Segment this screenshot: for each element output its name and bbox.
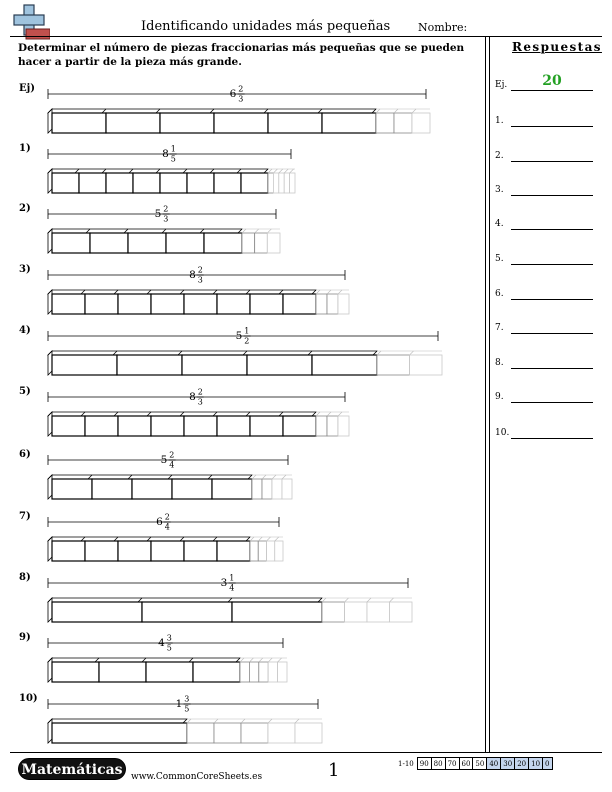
question-label: 6) bbox=[19, 449, 31, 460]
fraction-piece-edge bbox=[295, 719, 299, 723]
whole-unit-block bbox=[312, 355, 377, 375]
score-range-label: 1-10 bbox=[398, 759, 414, 768]
fraction-piece-edge bbox=[316, 290, 320, 294]
whole-unit-block bbox=[85, 294, 118, 314]
fraction-piece-edge bbox=[316, 412, 320, 416]
fraction-piece-ghost bbox=[268, 662, 277, 682]
fraction-piece-ghost bbox=[275, 541, 283, 561]
denominator: 3 bbox=[163, 214, 169, 224]
fraction-piece-edge bbox=[410, 351, 414, 355]
question-label: 1) bbox=[19, 143, 31, 154]
answer-label: 1. bbox=[495, 116, 504, 126]
fraction-piece-edge bbox=[412, 109, 416, 113]
whole-unit-block bbox=[151, 416, 184, 436]
fraction-piece-edge bbox=[268, 169, 272, 173]
whole-unit-block bbox=[142, 602, 232, 622]
whole-unit-block bbox=[52, 602, 142, 622]
numerator: 2 bbox=[197, 387, 203, 397]
fraction-piece-edge bbox=[377, 351, 381, 355]
fraction-piece-edge bbox=[267, 229, 271, 233]
answer-label: 9. bbox=[495, 392, 504, 402]
whole-part: 8 bbox=[162, 148, 169, 160]
fraction-piece-ghost bbox=[272, 479, 282, 499]
fraction-piece-edge bbox=[252, 475, 256, 479]
fraction-piece bbox=[377, 355, 410, 375]
numerator: 3 bbox=[166, 633, 172, 643]
whole-unit-block bbox=[85, 541, 118, 561]
whole-unit-block bbox=[52, 113, 106, 133]
fraction-piece-ghost bbox=[367, 602, 390, 622]
score-cell: 80 bbox=[431, 758, 445, 770]
fraction-piece-ghost bbox=[338, 416, 349, 436]
fraction-piece bbox=[322, 602, 345, 622]
fraction-piece-edge bbox=[327, 290, 331, 294]
denominator: 3 bbox=[197, 397, 203, 407]
fraction-piece-edge bbox=[338, 290, 342, 294]
fraction-piece-ghost bbox=[268, 723, 295, 743]
score-cell: 40 bbox=[487, 758, 501, 770]
fraction-piece-ghost bbox=[278, 662, 287, 682]
question-label: 9) bbox=[19, 632, 31, 643]
whole-unit-block bbox=[118, 541, 151, 561]
fraction-piece bbox=[316, 294, 327, 314]
question-label: 2) bbox=[19, 203, 31, 214]
fraction-piece-edge bbox=[272, 475, 276, 479]
fraction-piece-edge bbox=[327, 412, 331, 416]
question-label: 10) bbox=[19, 693, 38, 704]
fraction-piece-ghost bbox=[295, 723, 322, 743]
bar-top-face bbox=[48, 351, 377, 355]
fraction-piece bbox=[258, 541, 266, 561]
whole-unit-block bbox=[85, 416, 118, 436]
fraction-piece-edge bbox=[258, 537, 262, 541]
question-label: 7) bbox=[19, 511, 31, 522]
whole-unit-block bbox=[106, 113, 160, 133]
score-cell: 0 bbox=[543, 758, 552, 770]
brand-logo: Matemáticas bbox=[18, 758, 126, 780]
whole-unit-block bbox=[184, 294, 217, 314]
fraction-piece-edge bbox=[262, 475, 266, 479]
denominator: 5 bbox=[170, 154, 176, 164]
whole-unit-block bbox=[187, 173, 214, 193]
example-answer-value: 20 bbox=[542, 73, 562, 89]
numerator: 2 bbox=[238, 84, 244, 94]
fraction-piece-ghost bbox=[345, 602, 368, 622]
name-label: Nombre: bbox=[418, 21, 468, 34]
fraction-piece bbox=[327, 416, 338, 436]
fraction-piece-ghost bbox=[412, 113, 430, 133]
whole-unit-block bbox=[52, 294, 85, 314]
footer-divider bbox=[10, 752, 602, 753]
fraction-piece-edge bbox=[273, 169, 277, 173]
score-cell: 60 bbox=[459, 758, 473, 770]
fraction-piece bbox=[376, 113, 394, 133]
fraction-piece-edge bbox=[240, 658, 244, 662]
whole-unit-block bbox=[52, 233, 90, 253]
denominator: 4 bbox=[169, 460, 175, 470]
fraction-piece-edge bbox=[338, 412, 342, 416]
fraction-piece-edge bbox=[259, 658, 263, 662]
fraction-piece bbox=[394, 113, 412, 133]
whole-unit-block bbox=[250, 416, 283, 436]
fraction-piece-ghost bbox=[282, 479, 292, 499]
whole-unit-block bbox=[322, 113, 376, 133]
whole-unit-block bbox=[212, 479, 252, 499]
fraction-piece bbox=[241, 723, 268, 743]
whole-unit-block bbox=[52, 355, 117, 375]
fraction-piece-ghost bbox=[284, 173, 289, 193]
score-cell: 10 bbox=[529, 758, 543, 770]
fraction-piece-edge bbox=[214, 719, 218, 723]
fraction-piece bbox=[240, 662, 249, 682]
answers-title: Respuestas bbox=[512, 40, 602, 54]
whole-unit-block bbox=[160, 173, 187, 193]
whole-unit-block bbox=[133, 173, 160, 193]
score-cell: 70 bbox=[445, 758, 459, 770]
fraction-piece bbox=[214, 723, 241, 743]
denominator: 4 bbox=[229, 583, 235, 593]
whole-unit-block bbox=[118, 294, 151, 314]
fraction-piece-ghost bbox=[279, 173, 284, 193]
bar-top-face bbox=[48, 475, 252, 479]
answer-label: 4. bbox=[495, 219, 504, 229]
fraction-piece bbox=[268, 173, 273, 193]
whole-unit-block bbox=[204, 233, 242, 253]
question-label: 5) bbox=[19, 386, 31, 397]
whole-unit-block bbox=[92, 479, 132, 499]
fraction-piece-edge bbox=[275, 537, 279, 541]
fraction-piece-edge bbox=[255, 229, 259, 233]
whole-unit-block bbox=[117, 355, 182, 375]
score-cell: 50 bbox=[473, 758, 487, 770]
numerator: 3 bbox=[184, 694, 190, 704]
fraction-piece-edge bbox=[367, 598, 371, 602]
denominator: 3 bbox=[238, 94, 244, 104]
score-table bbox=[396, 757, 553, 770]
fraction-piece-edge bbox=[278, 658, 282, 662]
whole-unit-block bbox=[217, 416, 250, 436]
whole-unit-block bbox=[151, 541, 184, 561]
whole-part: 6 bbox=[156, 516, 163, 528]
whole-unit-block bbox=[52, 541, 85, 561]
whole-unit-block bbox=[146, 662, 193, 682]
numerator: 2 bbox=[163, 204, 169, 214]
whole-unit-block bbox=[79, 173, 106, 193]
worksheet-title: Identificando unidades más pequeñas bbox=[141, 19, 391, 34]
fraction-piece-edge bbox=[345, 598, 349, 602]
fraction-piece-edge bbox=[267, 537, 271, 541]
whole-unit-block bbox=[232, 602, 322, 622]
whole-unit-block bbox=[283, 294, 316, 314]
fraction-piece bbox=[259, 662, 268, 682]
score-cell: 90 bbox=[417, 758, 431, 770]
fraction-piece-ghost bbox=[273, 173, 278, 193]
fraction-piece-ghost bbox=[410, 355, 443, 375]
fraction-piece bbox=[250, 541, 258, 561]
fraction-piece bbox=[252, 479, 262, 499]
site-url: www.CommonCoreSheets.es bbox=[131, 772, 263, 782]
fraction-piece-edge bbox=[250, 537, 254, 541]
whole-part: 1 bbox=[175, 698, 183, 710]
whole-unit-block bbox=[214, 173, 241, 193]
whole-part: 3 bbox=[220, 577, 228, 589]
fraction-piece bbox=[316, 416, 327, 436]
whole-unit-block bbox=[52, 173, 79, 193]
answer-label: 2. bbox=[495, 151, 504, 161]
whole-part: 5 bbox=[154, 208, 162, 220]
numerator: 2 bbox=[169, 450, 175, 460]
fraction-piece-ghost bbox=[390, 602, 413, 622]
fraction-piece-edge bbox=[394, 109, 398, 113]
denominator: 4 bbox=[164, 522, 170, 532]
fraction-piece-edge bbox=[187, 719, 191, 723]
whole-unit-block bbox=[132, 479, 172, 499]
fraction-piece-edge bbox=[241, 719, 245, 723]
whole-unit-block bbox=[128, 233, 166, 253]
whole-unit-block bbox=[182, 355, 247, 375]
fraction-piece bbox=[249, 662, 258, 682]
whole-unit-block bbox=[184, 541, 217, 561]
whole-unit-block bbox=[106, 173, 133, 193]
whole-part: 5 bbox=[160, 454, 168, 466]
whole-part: 5 bbox=[235, 330, 243, 342]
whole-unit-block bbox=[250, 294, 283, 314]
fraction-piece-ghost bbox=[267, 541, 275, 561]
fraction-piece-edge bbox=[322, 598, 326, 602]
answer-label: 8. bbox=[495, 358, 504, 368]
whole-unit-block bbox=[99, 662, 146, 682]
answer-label: 5. bbox=[495, 254, 504, 264]
score-cell: 20 bbox=[515, 758, 529, 770]
denominator: 3 bbox=[197, 275, 203, 285]
fraction-piece-edge bbox=[268, 719, 272, 723]
whole-unit-block bbox=[118, 416, 151, 436]
whole-unit-block bbox=[268, 113, 322, 133]
whole-unit-block bbox=[90, 233, 128, 253]
fraction-piece-edge bbox=[282, 475, 286, 479]
answer-label: 6. bbox=[495, 289, 504, 299]
whole-unit-block bbox=[193, 662, 240, 682]
answer-label: 3. bbox=[495, 185, 504, 195]
bar-top-face bbox=[48, 229, 242, 233]
whole-part: 8 bbox=[189, 269, 196, 281]
whole-unit-block bbox=[241, 173, 268, 193]
whole-unit-block bbox=[52, 662, 99, 682]
answer-label: 10. bbox=[495, 428, 510, 438]
numerator: 1 bbox=[170, 144, 176, 154]
question-label: 4) bbox=[19, 325, 31, 336]
instructions: Determinar el número de piezas fraccionarias más pequeñas que se pueden hacer a partir de la pieza más grande. bbox=[18, 42, 465, 68]
whole-unit-block bbox=[283, 416, 316, 436]
numerator: 2 bbox=[164, 512, 170, 522]
whole-unit-block bbox=[217, 294, 250, 314]
fraction-piece-edge bbox=[249, 658, 253, 662]
fraction-piece-edge bbox=[284, 169, 288, 173]
fraction-piece-ghost bbox=[267, 233, 280, 253]
whole-unit-block bbox=[217, 541, 250, 561]
fraction-piece bbox=[262, 479, 272, 499]
whole-unit-block bbox=[166, 233, 204, 253]
numerator: 2 bbox=[197, 265, 203, 275]
fraction-piece-edge bbox=[390, 598, 394, 602]
whole-unit-block bbox=[52, 479, 92, 499]
whole-part: 8 bbox=[189, 391, 196, 403]
fraction-piece-edge bbox=[290, 169, 294, 173]
whole-unit-block bbox=[52, 723, 187, 743]
fraction-piece-edge bbox=[242, 229, 246, 233]
fraction-piece bbox=[327, 294, 338, 314]
numerator: 1 bbox=[244, 326, 250, 336]
whole-unit-block bbox=[151, 294, 184, 314]
whole-unit-block bbox=[52, 416, 85, 436]
fraction-piece-edge bbox=[376, 109, 380, 113]
fraction-piece-ghost bbox=[290, 173, 295, 193]
fraction-piece bbox=[242, 233, 255, 253]
whole-unit-block bbox=[160, 113, 214, 133]
fraction-piece-ghost bbox=[338, 294, 349, 314]
answer-label: Ej. bbox=[495, 80, 508, 90]
page-number: 1 bbox=[328, 760, 340, 781]
question-label: 8) bbox=[19, 572, 31, 583]
fraction-piece-edge bbox=[268, 658, 272, 662]
denominator: 2 bbox=[244, 336, 250, 346]
denominator: 5 bbox=[184, 704, 190, 714]
whole-unit-block bbox=[172, 479, 212, 499]
numerator: 1 bbox=[229, 573, 235, 583]
answer-label: 7. bbox=[495, 323, 504, 333]
denominator: 5 bbox=[166, 643, 172, 653]
fraction-piece bbox=[187, 723, 214, 743]
whole-part: 4 bbox=[158, 637, 165, 649]
score-cell: 30 bbox=[501, 758, 515, 770]
whole-unit-block bbox=[214, 113, 268, 133]
fraction-piece-edge bbox=[279, 169, 283, 173]
whole-unit-block bbox=[247, 355, 312, 375]
fraction-piece bbox=[255, 233, 268, 253]
whole-unit-block bbox=[184, 416, 217, 436]
question-label: Ej) bbox=[19, 83, 35, 94]
whole-part: 6 bbox=[229, 88, 237, 100]
question-label: 3) bbox=[19, 264, 31, 275]
